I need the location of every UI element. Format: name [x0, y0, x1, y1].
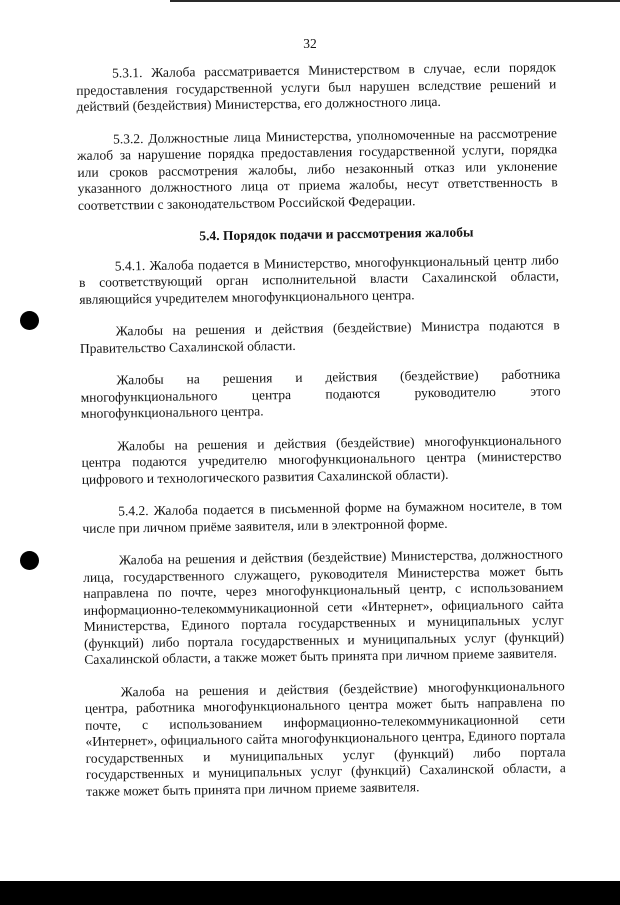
paragraph-minister-complaints: Жалобы на решения и действия (бездействие) Министра подаются в Правительство Сахалинской области. — [79, 317, 560, 356]
paragraph-5-4-2: 5.4.2. Жалоба подается в письменной форме на бумажном носителе, в том числе при личном приёме заявителя, или в электронной форме. — [82, 497, 563, 536]
section-heading: 5.4. Порядок подачи и рассмотрения жалобы — [199, 224, 474, 244]
scan-top-edge — [170, 0, 620, 2]
paragraph-mfc-worker-complaints: Жалобы на решения и действия (бездействие) работника многофункционального центра подаются руководителю этого многофункционального центра. — [80, 366, 561, 421]
paragraph-mfc-complaints: Жалобы на решения и действия (бездействие) многофункционального центра подаются учредителю многофункционального центра (министерство цифрового и технологического развития Сахалинской области). — [81, 431, 562, 487]
punch-hole-mark — [20, 311, 39, 330]
paragraph-5-3-1: 5.3.1. Жалоба рассматривается Министерством в случае, если порядок предоставления государственной услуги был нарушен вследствие решений и действий (бездействия) Министерства, его должностного лица. — [76, 59, 557, 114]
paragraph-5-4-1: 5.4.1. Жалоба подается в Министерство, многофункциональный центр либо в соответствующий орган исполнительной власти Сахалинской области, являющийся учредителем многофункционального центра. — [78, 251, 560, 307]
paragraph-mfc-submission: Жалоба на решения и действия (бездействие) многофункционального центра, работника многофункционального центра может быть направлена по почте, с использованием информационно-телекоммуникационной сети «Интернет», официального сайта многофункционального центра, Единого портала государственных и муниципальных услуг (функций) либо портала государственных и муниципальных услуг (функций) Сахалинской области, а также может быть принята при личном приеме заявителя. — [84, 677, 566, 799]
paragraph-ministry-submission: Жалоба на решения и действия (бездействие) Министерства, должностного лица, государственного служащего, руководителя Министерства может быть направлена по почте, через многофункциональный центр, с использованием информационно-телекоммуникационной сети «Интернет», официального сайта Министерства, Единого портала государственных и муниципальных услуг (функций) либо портала государственных и муниципальных услуг (функций) Сахалинской области, а также может быть принята при личном приеме заявителя. — [83, 546, 565, 667]
scan-bottom-edge — [0, 881, 620, 905]
document-body — [76, 59, 566, 816]
page-number: 32 — [303, 36, 317, 51]
punch-hole-mark — [20, 551, 39, 570]
paragraph-5-3-2: 5.3.2. Должностные лица Министерства, уполномоченные на рассмотрение жалоб за нарушение порядка предоставления государственной услуги, порядка или сроков рассмотрения жалобы, либо незаконный отказ или уклонение указанного должностного лица от приема жалобы, несут ответственность в соответствии с законодательством Российской Федерации. — [77, 124, 558, 213]
